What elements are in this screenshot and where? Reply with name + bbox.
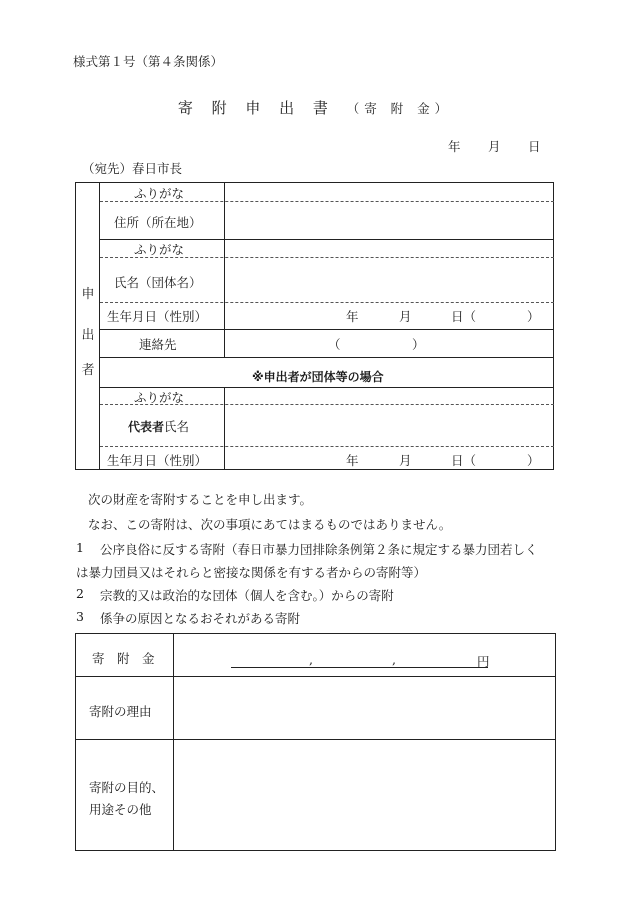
date-month: 月 (488, 139, 501, 154)
rep-label-bold: 代表者 (128, 420, 165, 434)
title-sub: （寄 附 金） (346, 101, 453, 116)
amount-comma-2: , (392, 652, 396, 667)
item-2-text: 宗教的又は政治的な団体（個人を含む。）からの寄附 (100, 588, 394, 603)
applicant-table (75, 182, 554, 470)
name-label: 氏名（団体名） (114, 275, 202, 290)
dashed-divider (100, 201, 554, 202)
item-3-number: 3 (76, 609, 84, 624)
dashed-divider (100, 446, 554, 447)
birth-year: 年 (346, 309, 359, 324)
vertical-char-3: 者 (81, 363, 95, 378)
contact-label: 連絡先 (139, 337, 177, 352)
dashed-divider (100, 302, 554, 303)
dashed-divider (100, 257, 554, 258)
rep-birth-day: 日（ (451, 453, 477, 468)
purpose-label-line-1: 寄附の目的、 (89, 780, 165, 795)
group-heading: ※申出者が団体等の場合 (252, 370, 384, 384)
vertical-char-2: 出 (81, 328, 95, 343)
item-3-text: 係争の原因となるおそれがある寄附 (100, 611, 301, 626)
representative-label (128, 417, 189, 435)
contact-close: ） (412, 337, 425, 352)
purpose-label-line-2: 用途その他 (89, 802, 152, 817)
dashed-divider (100, 404, 554, 405)
row-divider (76, 676, 555, 677)
item-1-text: 公序良俗に反する寄附（春日市暴力団排除条例第２条に規定する暴力団若しく (100, 542, 538, 557)
date-day: 日 (528, 139, 541, 154)
amount-comma-1: , (309, 652, 313, 667)
amount-underline (231, 667, 488, 668)
column-divider (173, 634, 174, 850)
title-main: 寄 附 申 出 書 (177, 99, 335, 117)
rep-birth-label: 生年月日（性別） (107, 453, 208, 468)
addressee: （宛先）春日市長 (82, 161, 183, 176)
applicant-vertical-label (76, 183, 100, 469)
date-year: 年 (448, 139, 461, 154)
vertical-char-1: 申 (81, 287, 95, 302)
statement-line-1: 次の財産を寄附することを申し出ます。 (88, 492, 313, 507)
rep-birth-year: 年 (346, 453, 359, 468)
row-divider (100, 329, 554, 330)
form-number: 様式第１号（第４条関係） (73, 54, 224, 69)
document-title (0, 97, 630, 118)
address-label: 住所（所在地） (114, 215, 202, 230)
item-1-number: 1 (76, 540, 84, 555)
furigana-label-address: ふりがな (134, 186, 185, 201)
rep-birth-close: ） (527, 453, 540, 468)
column-divider-top (224, 183, 225, 357)
date-line (448, 137, 541, 155)
rep-label-rest: 氏名 (164, 419, 190, 434)
birth-close: ） (527, 309, 540, 324)
birth-day: 日（ (451, 309, 477, 324)
amount-label: 寄 附 金 (92, 651, 155, 666)
birth-label: 生年月日（性別） (107, 309, 208, 324)
birth-month: 月 (399, 309, 412, 324)
donation-table (75, 633, 556, 851)
rep-birth-month: 月 (399, 453, 412, 468)
yen-label: 円 (477, 654, 490, 669)
row-divider (100, 357, 554, 358)
furigana-label-name: ふりがな (134, 242, 185, 257)
contact-open: （ (328, 337, 341, 352)
furigana-label-rep: ふりがな (134, 390, 185, 405)
item-2-number: 2 (76, 586, 84, 601)
item-1-continuation: は暴力団員又はそれらと密接な関係を有する者からの寄附等） (76, 565, 427, 580)
statement-line-2: なお、この寄附は、次の事項にあてはまるものではありません。 (88, 517, 452, 532)
row-divider (76, 739, 555, 740)
column-divider-bottom (224, 388, 225, 470)
reason-label: 寄附の理由 (89, 704, 152, 719)
